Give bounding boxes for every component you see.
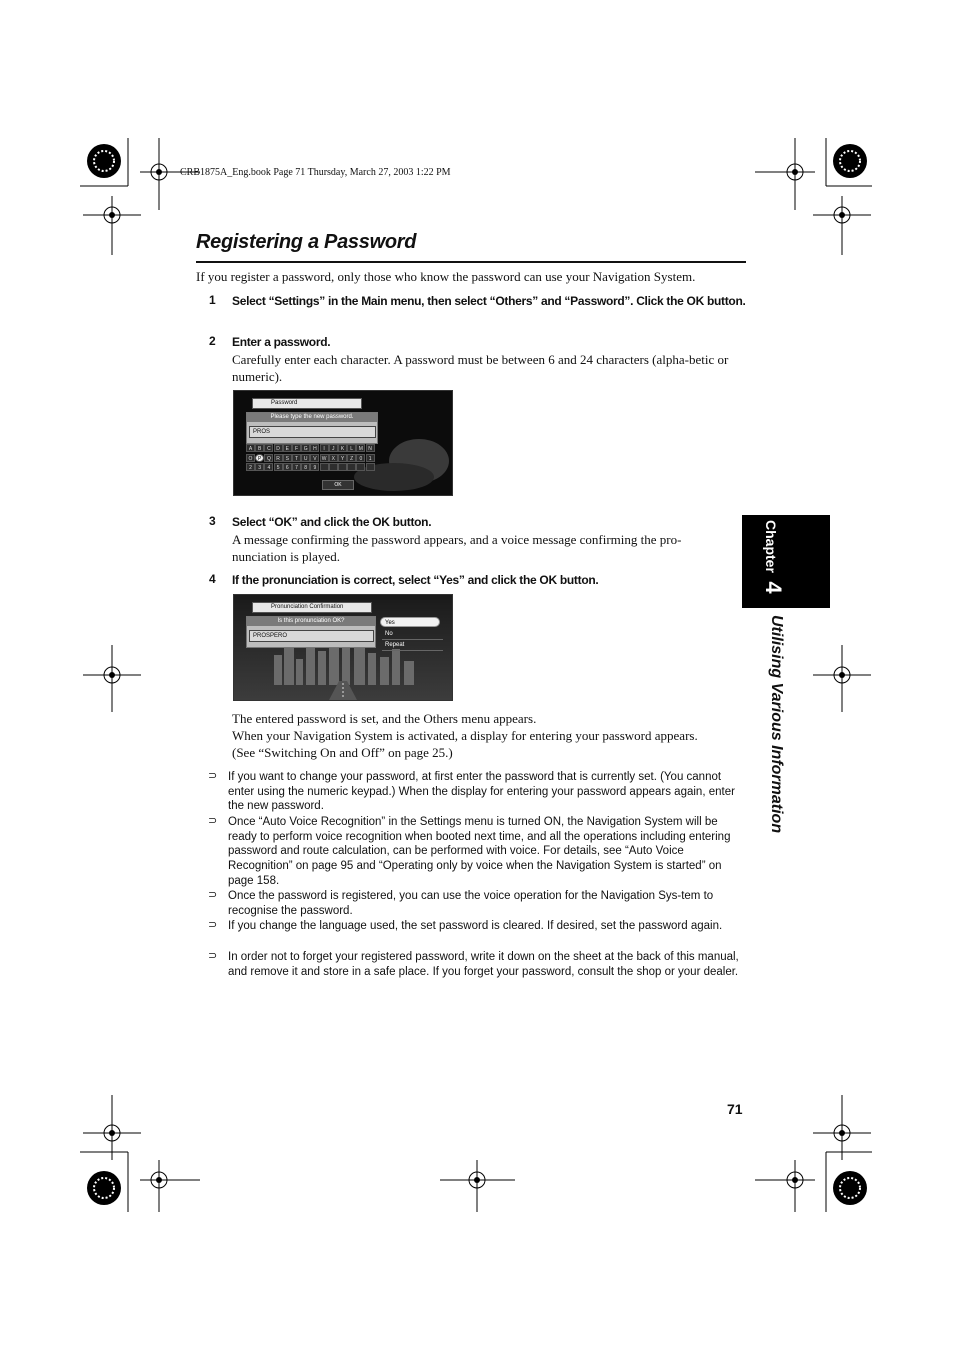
note-1-arrow-icon: ⊃ xyxy=(208,769,218,782)
keyboard-key[interactable]: U xyxy=(301,454,310,462)
keyboard-key[interactable]: 6 xyxy=(283,463,292,471)
keyboard-key[interactable]: B xyxy=(255,444,264,452)
note-4-arrow-icon: ⊃ xyxy=(208,918,218,931)
keyboard-key[interactable]: Y xyxy=(338,454,347,462)
screen1-title: Password xyxy=(252,398,362,409)
pronunciation-screen xyxy=(233,594,453,701)
title-rule xyxy=(196,261,746,263)
note-1: If you want to change your password, at first enter the password that is currently set. (You cannot enter using the numeric keypad.) When the display for entering your password appears again, enter the new password. xyxy=(228,771,735,813)
step-4-heading: If the pronunciation is correct, select “Yes” and click the OK button. xyxy=(232,573,599,587)
option-no[interactable]: No xyxy=(382,630,443,640)
keyboard-key[interactable]: P xyxy=(255,454,264,462)
keyboard-key[interactable]: G xyxy=(301,444,310,452)
option-repeat[interactable]: Repeat xyxy=(382,641,443,651)
keyboard-key[interactable]: V xyxy=(310,454,319,462)
screen2-message: Is this pronunciation OK? xyxy=(247,617,375,626)
step-3-heading: Select “OK” and click the OK button. xyxy=(232,515,432,529)
screen1-input-panel xyxy=(246,412,378,444)
step-2-body: Carefully enter each character. A password must be between 6 and 24 characters (alpha-betic or numeric). xyxy=(232,352,729,384)
password-input[interactable]: PROS xyxy=(249,426,376,438)
keyboard-key[interactable]: F xyxy=(292,444,301,452)
note-5: In order not to forget your registered password, write it down on the sheet at the back of this manual, and remove it and store in a safe place. If you forget your password, consult the shop or your dealer. xyxy=(228,951,739,978)
keyboard-key[interactable]: 3 xyxy=(255,463,264,471)
keyboard-key[interactable]: D xyxy=(274,444,283,452)
keyboard-key[interactable]: Z xyxy=(347,454,356,462)
step-3-number: 3 xyxy=(209,514,216,528)
screen2-input-panel xyxy=(246,616,376,648)
ok-key[interactable]: OK xyxy=(322,480,354,490)
chapter-side-title: Utilising Various Information xyxy=(768,615,785,834)
keyboard-key[interactable]: 4 xyxy=(264,463,273,471)
keyboard-key[interactable]: 8 xyxy=(301,463,310,471)
keyboard-key[interactable]: Q xyxy=(264,454,273,462)
keyboard-key[interactable] xyxy=(329,463,338,471)
note-4: If you change the language used, the set password is cleared. If desired, set the password again. xyxy=(228,920,723,932)
section-intro: If you register a password, only those who know the password can use your Navigation System. xyxy=(196,269,696,284)
keyboard-key[interactable]: W xyxy=(320,454,329,462)
keyboard-key[interactable]: 9 xyxy=(310,463,319,471)
file-info-header: CRB1875A_Eng.book Page 71 Thursday, March 27, 2003 1:22 PM xyxy=(180,167,451,178)
pronunciation-field: PROSPERO xyxy=(249,630,374,642)
chapter-number: 4 xyxy=(761,581,786,594)
confirmation-options xyxy=(380,617,442,653)
password-screen xyxy=(233,390,453,496)
keyboard-key[interactable]: 2 xyxy=(246,463,255,471)
on-screen-keyboard xyxy=(246,444,376,484)
note-3-arrow-icon: ⊃ xyxy=(208,888,218,901)
step-2-heading: Enter a password. xyxy=(232,335,331,349)
keyboard-key[interactable]: E xyxy=(283,444,292,452)
chapter-label: Chapter xyxy=(763,520,779,573)
note-5-arrow-icon: ⊃ xyxy=(208,949,218,962)
keyboard-key[interactable]: K xyxy=(338,444,347,452)
keyboard-key[interactable]: X xyxy=(329,454,338,462)
section-title: Registering a Password xyxy=(196,231,417,253)
keyboard-key[interactable]: 1 xyxy=(366,454,375,462)
keyboard-key[interactable]: C xyxy=(264,444,273,452)
keyboard-key[interactable]: J xyxy=(329,444,338,452)
keyboard-key[interactable]: N xyxy=(366,444,375,452)
keyboard-key[interactable]: A xyxy=(246,444,255,452)
keyboard-key[interactable] xyxy=(356,463,365,471)
screen1-message: Please type the new password. xyxy=(247,413,377,422)
keyboard-key[interactable]: 0 xyxy=(356,454,365,462)
keyboard-key[interactable]: 7 xyxy=(292,463,301,471)
keyboard-key[interactable]: L xyxy=(347,444,356,452)
keyboard-key[interactable]: O xyxy=(246,454,255,462)
keyboard-key[interactable]: R xyxy=(274,454,283,462)
keyboard-key[interactable]: M xyxy=(356,444,365,452)
keyboard-key[interactable]: H xyxy=(310,444,319,452)
step-2-number: 2 xyxy=(209,334,216,348)
page-number: 71 xyxy=(727,1101,743,1117)
result-line-2: When your Navigation System is activated, a display for entering your password appears. xyxy=(232,728,698,743)
result-line-1: The entered password is set, and the Others menu appears. xyxy=(232,711,537,726)
keyboard-key[interactable]: S xyxy=(283,454,292,462)
keyboard-key[interactable] xyxy=(320,463,329,471)
keyboard-key[interactable] xyxy=(366,463,375,471)
keyboard-key[interactable]: 5 xyxy=(274,463,283,471)
keyboard-key[interactable]: T xyxy=(292,454,301,462)
keyboard-key[interactable] xyxy=(338,463,347,471)
result-line-3: (See “Switching On and Off” on page 25.) xyxy=(232,745,453,760)
step-1-number: 1 xyxy=(209,293,216,307)
note-2: Once “Auto Voice Recognition” in the Settings menu is turned ON, the Navigation System will be ready to perform voice recognition when booted next time, and all the operations including entering password and route calculation, can be performed with voice. For details, see “Auto Voice Recognition” on page 95 and “Operating only by voice when the Navigation System is started” on page 158. xyxy=(228,816,731,887)
keyboard-key[interactable] xyxy=(347,463,356,471)
step-4-number: 4 xyxy=(209,572,216,586)
chapter-label-wrap xyxy=(761,520,860,594)
option-yes[interactable]: Yes xyxy=(380,617,440,627)
note-3: Once the password is registered, you can use the voice operation for the Navigation Sys-tem to recognise the password. xyxy=(228,890,714,917)
side-title-wrap xyxy=(768,615,954,834)
keyboard-key[interactable]: I xyxy=(320,444,329,452)
screen2-title: Pronunciation Confirmation xyxy=(252,602,372,613)
note-2-arrow-icon: ⊃ xyxy=(208,814,218,827)
step-1-heading: Select “Settings” in the Main menu, then select “Others” and “Password”. Click the OK button. xyxy=(232,294,746,308)
step-3-body: A message confirming the password appears, and a voice message confirming the pro-nunciation is played. xyxy=(232,532,682,564)
